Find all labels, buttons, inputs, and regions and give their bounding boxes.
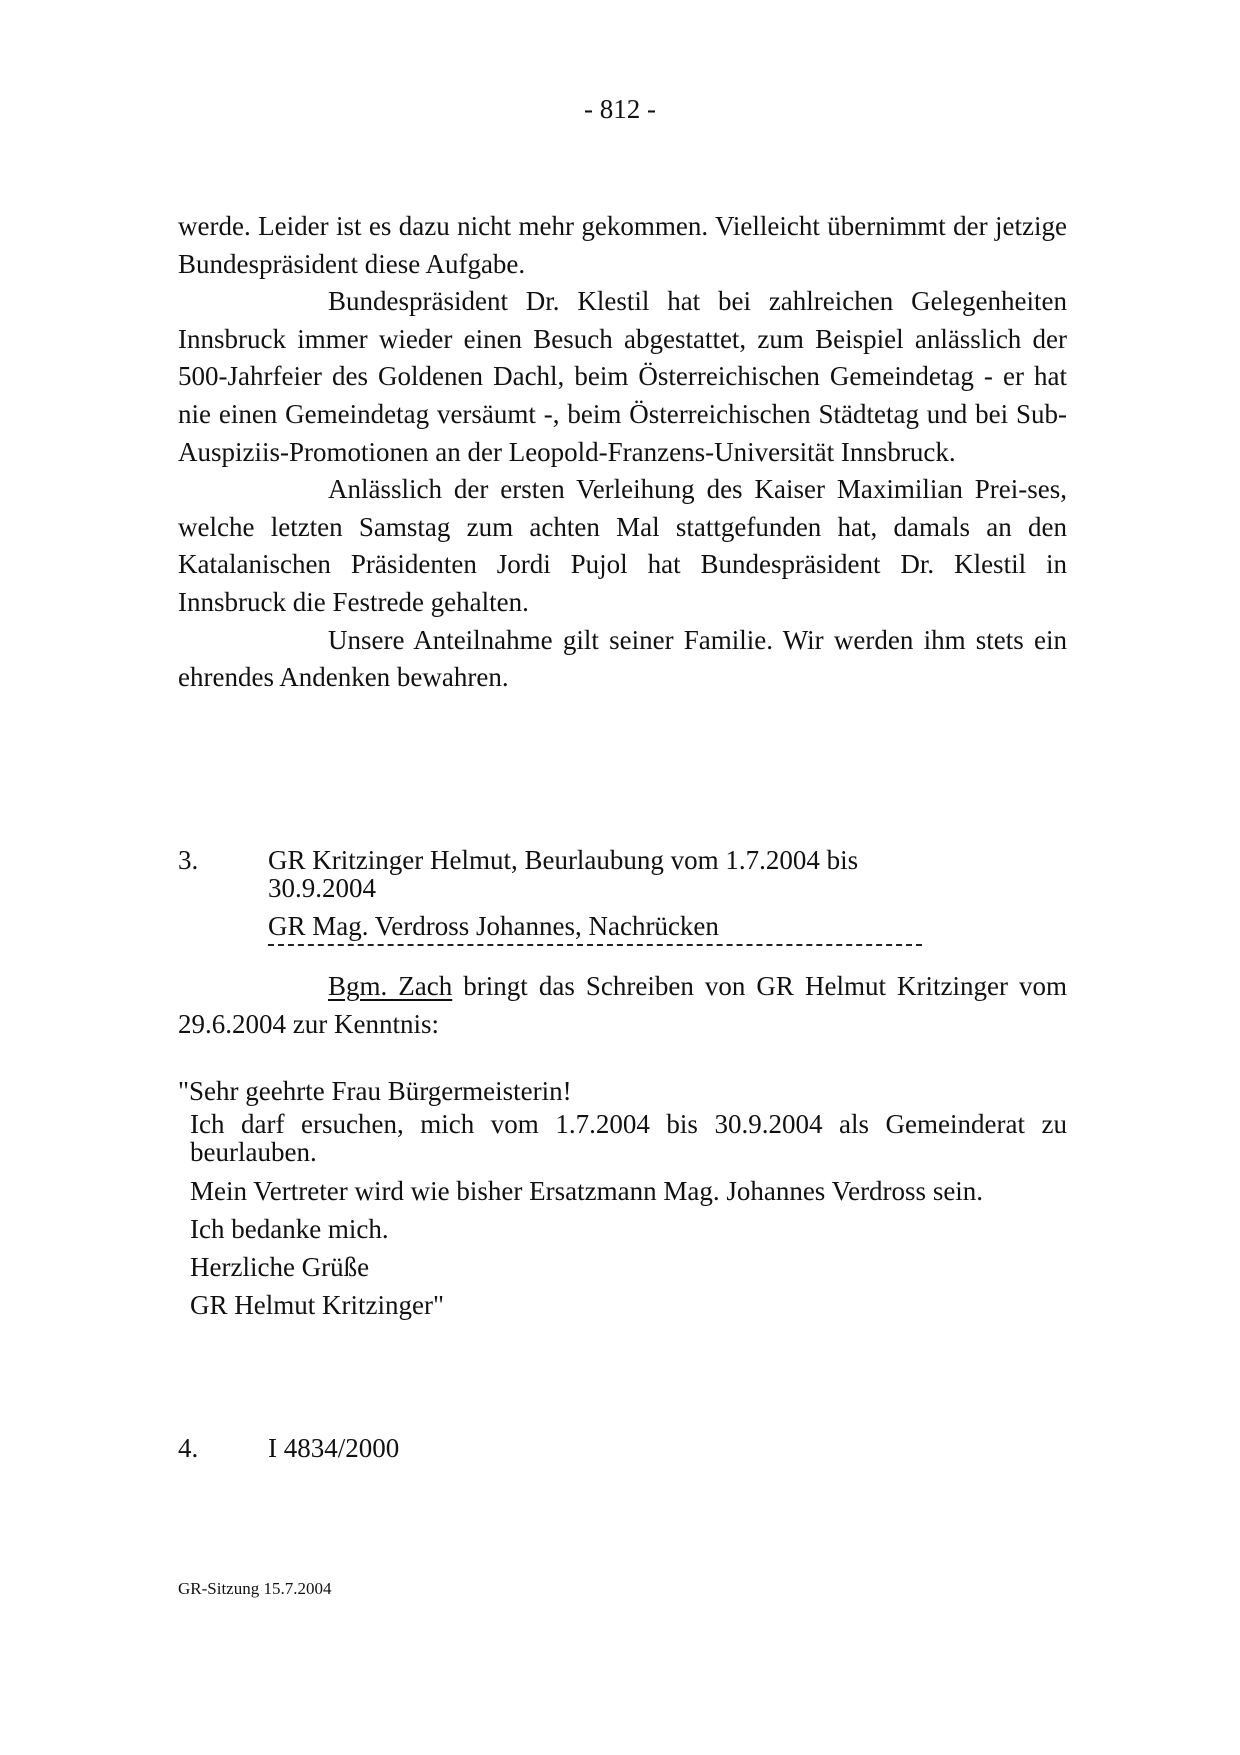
letter-salutation-block bbox=[178, 1076, 1067, 1106]
speaker-name: Bgm. Zach bbox=[328, 971, 453, 1001]
item-number: 4. bbox=[178, 1433, 199, 1463]
letter-salutation: "Sehr geehrte Frau Bürgermeisterin! bbox=[178, 1076, 572, 1106]
item3-intro bbox=[178, 968, 1067, 1043]
separator-dashes bbox=[268, 944, 922, 946]
paragraph-4: Unsere Anteilnahme gilt seiner Familie. Wir werden ihm stets ein ehrendes Andenken bewahren. bbox=[178, 624, 1067, 693]
paragraph-2: Bundespräsident Dr. Klestil hat bei zahlreichen Gelegenheiten Innsbruck immer wieder einen Besuch abgestattet, zum Beispiel anlässlich der 500-Jahrfeier des Goldenen Dachl, beim Österreichischen Gemeindetag - er hat nie einen Gemeindetag versäumt -, beim Österreichischen Städtetag und bei Sub-Auspiziis-Promotionen an der Leopold-Franzens-Universität Innsbruck. bbox=[178, 286, 1067, 467]
letter-line: Herzliche Grüße bbox=[190, 1252, 370, 1282]
letter-request: Ich darf ersuchen, mich vom 1.7.2004 bis 30.9.2004 als Gemeinderat zu beurlauben. bbox=[190, 1109, 1067, 1167]
intro-text bbox=[178, 208, 1067, 697]
letter-line: Mein Vertreter wird wie bisher Ersatzmann Mag. Johannes Verdross sein. bbox=[190, 1176, 984, 1206]
letter-signature: GR Helmut Kritzinger" bbox=[190, 1290, 444, 1320]
intro-sentence bbox=[178, 968, 1067, 1043]
letter-body bbox=[190, 1110, 1067, 1320]
paragraph-1: werde. Leider ist es dazu nicht mehr gekommen. Vielleicht übernimmt der jetzige Bundespräsident diese Aufgabe. bbox=[178, 211, 1067, 279]
item-subtitle: GR Mag. Verdross Johannes, Nachrücken bbox=[268, 911, 719, 941]
item-number: 3. bbox=[178, 845, 199, 875]
page-number: - 812 - bbox=[584, 94, 656, 124]
letter-line: Ich bedanke mich. bbox=[190, 1214, 389, 1244]
intro-rest: bringt das Schreiben von GR Helmut Kritzinger vom 29.6.2004 zur Kenntnis: bbox=[178, 971, 1067, 1039]
footer: GR-Sitzung 15.7.2004 bbox=[178, 1579, 332, 1598]
item-title: GR Kritzinger Helmut, Beurlaubung vom 1.7.2004 bis 30.9.2004 bbox=[268, 845, 859, 903]
item-title: I 4834/2000 bbox=[268, 1433, 400, 1463]
paragraph-3: Anlässlich der ersten Verleihung des Kaiser Maximilian Prei-ses, welche letzten Samstag zum achten Mal stattgefunden hat, damals an den Katalanischen Präsidenten Jordi Pujol hat Bundespräsident Dr. Klestil in Innsbruck die Festrede gehalten. bbox=[178, 474, 1067, 617]
